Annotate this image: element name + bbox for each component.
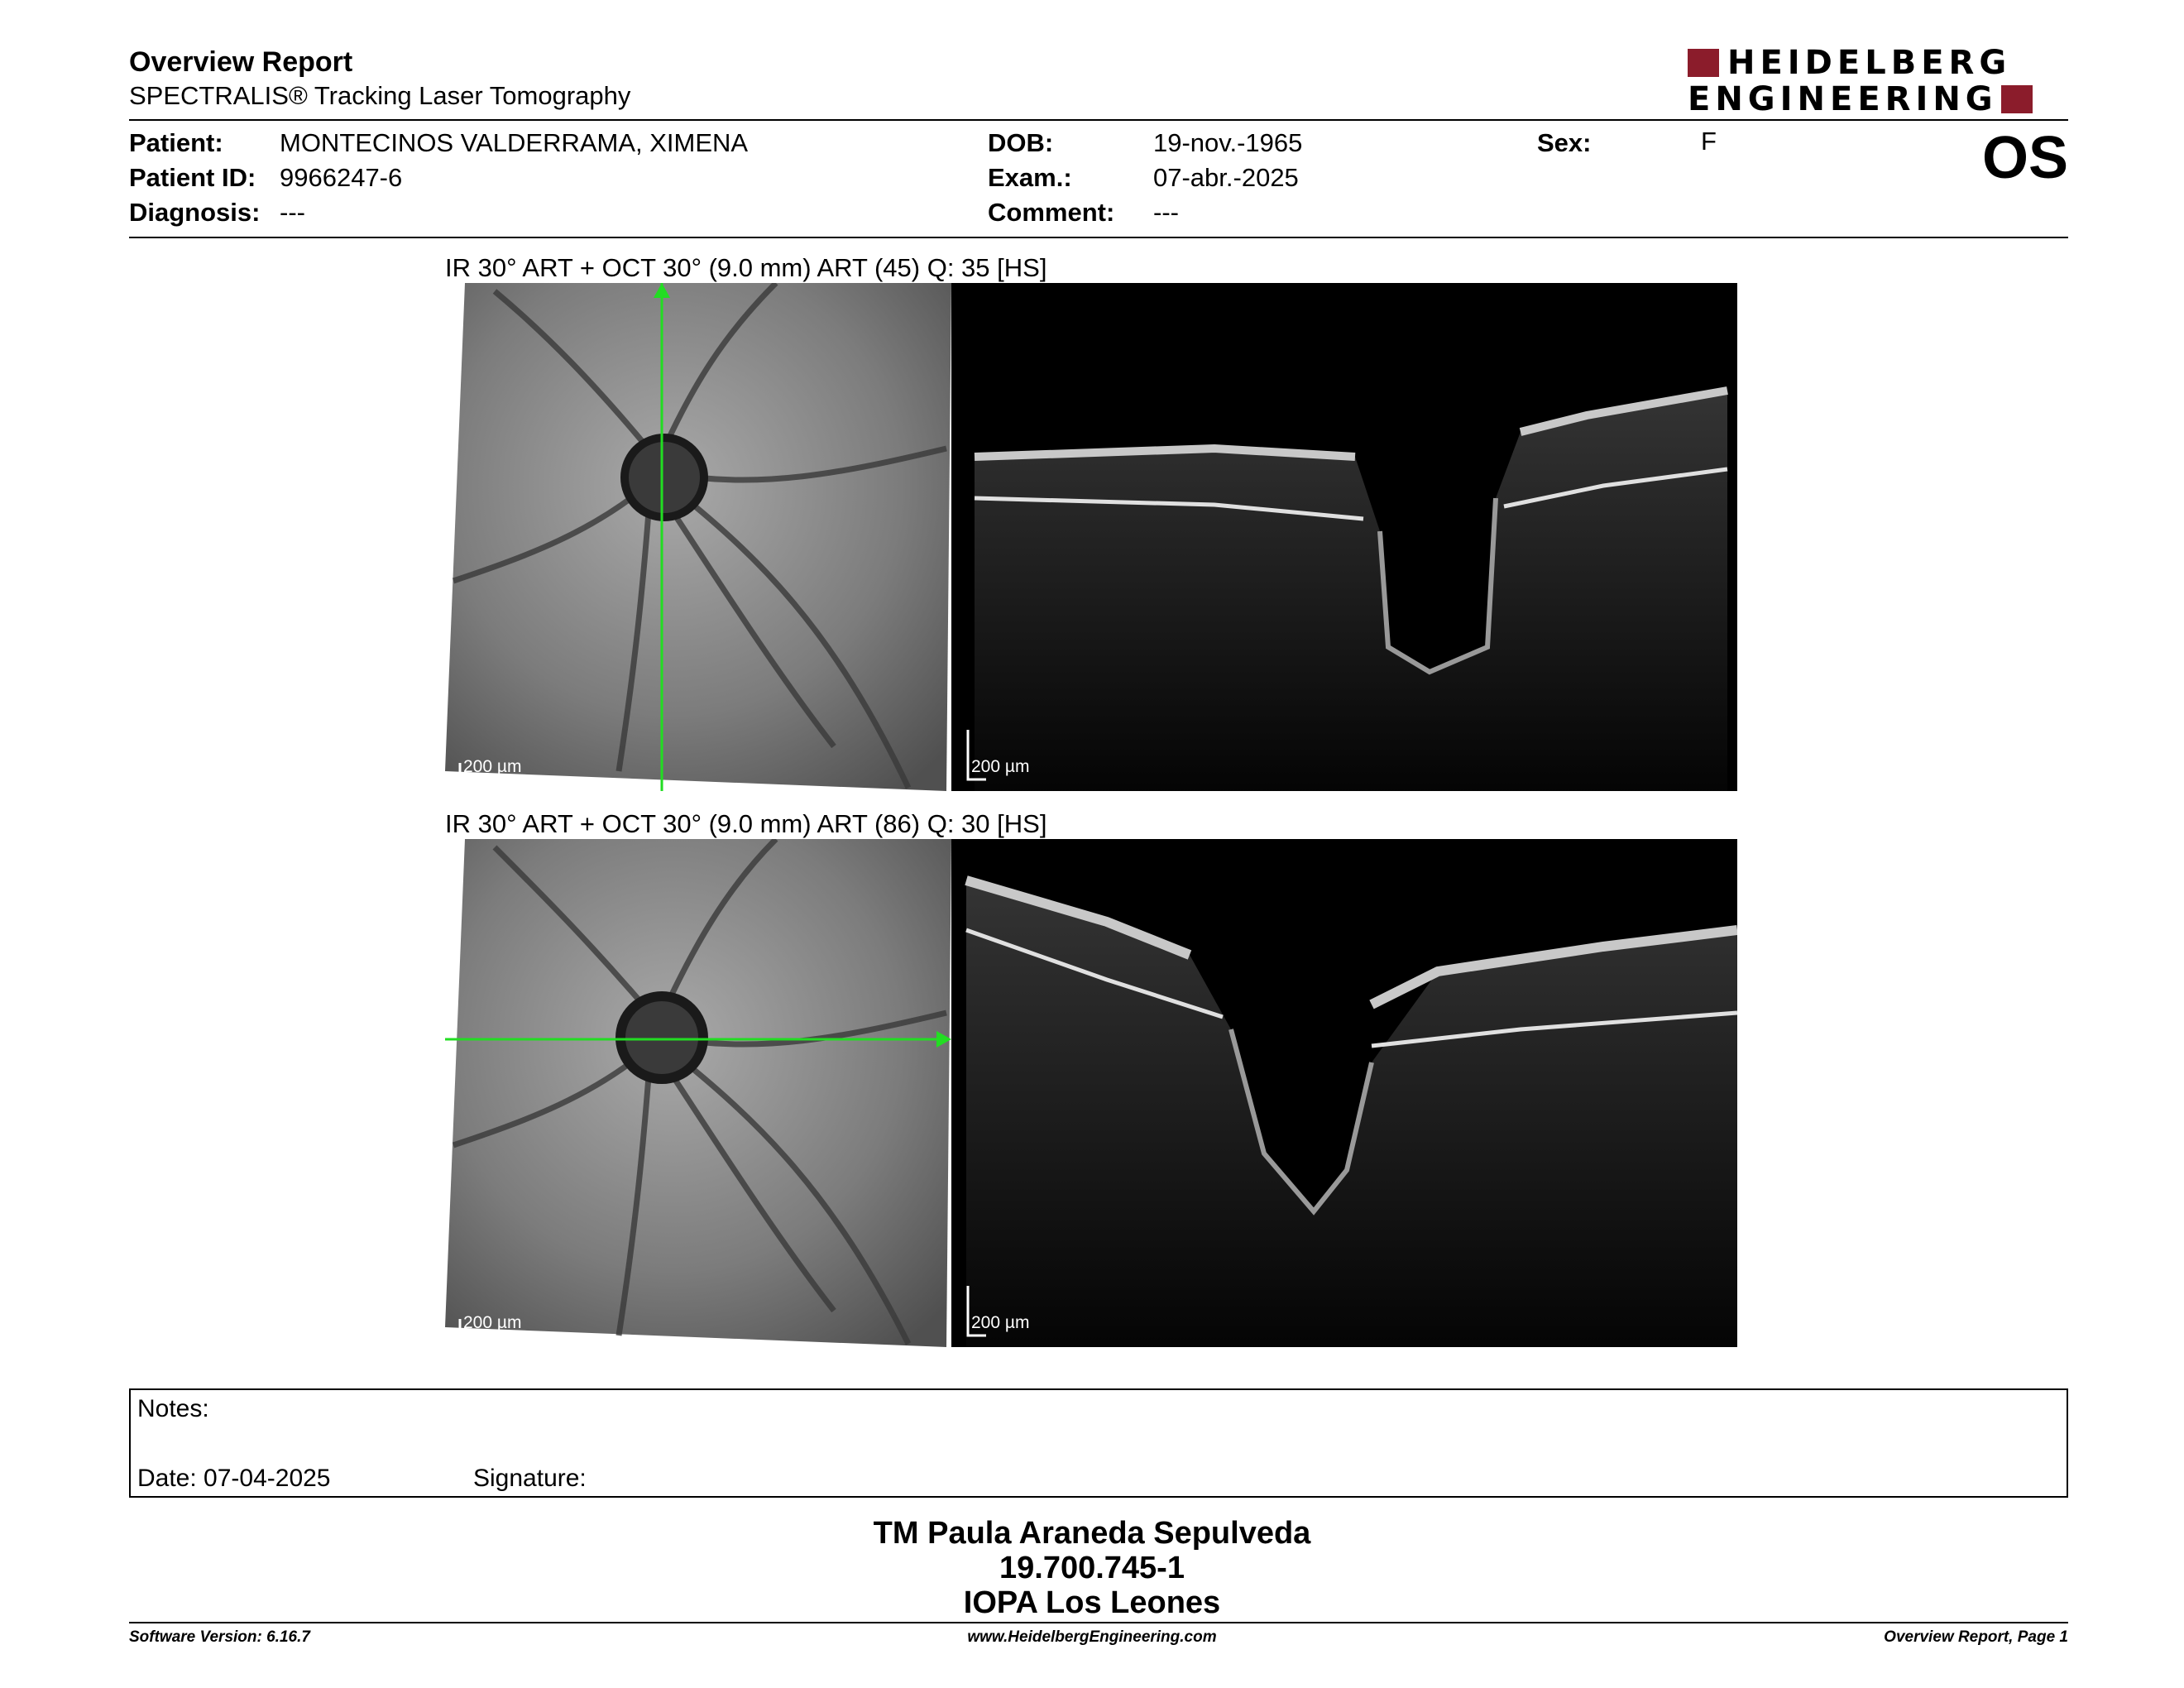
ir-fundus-image-1: [445, 283, 951, 791]
website-link: www.HeidelbergEngineering.com: [967, 1628, 1217, 1646]
notes-label: Notes:: [137, 1395, 209, 1422]
optic-disc-1: [625, 438, 704, 517]
signer-org: IOPA Los Leones: [963, 1585, 1221, 1620]
diagnosis-value: ---: [280, 198, 305, 227]
patient-label: Patient:: [129, 128, 223, 157]
logo-line1: HEIDELBERG: [1727, 44, 2012, 82]
sex-value: F: [1701, 127, 1717, 156]
optic-disc-2: [620, 996, 703, 1079]
header-divider: [129, 119, 2068, 121]
patient-id-value: 9966247-6: [280, 163, 403, 192]
footer-divider: [129, 1622, 2068, 1623]
diagnosis-label: Diagnosis:: [129, 198, 261, 227]
scan-1-images: [445, 283, 1737, 791]
ir-scale-text-2: 200 µm: [463, 1313, 522, 1332]
ir-fundus-image-2: [445, 839, 951, 1347]
scan-1-panel: [445, 283, 1737, 791]
dob-label: DOB:: [988, 128, 1054, 157]
logo-square-right: [2001, 85, 2033, 113]
patient-divider: [129, 237, 2068, 238]
comment-value: ---: [1153, 198, 1179, 227]
patient-id-label: Patient ID:: [129, 163, 256, 192]
oct-scale-text-2: 200 µm: [971, 1313, 1030, 1332]
exam-value: 07-abr.-2025: [1153, 163, 1299, 192]
patient-name: MONTECINOS VALDERRAMA, XIMENA: [280, 128, 749, 157]
software-version: Software Version: 6.16.7: [129, 1628, 310, 1646]
date-label: Date: 07-04-2025: [137, 1465, 331, 1492]
notes-box: [129, 1388, 2068, 1498]
oct-scale-text-1: 200 µm: [971, 757, 1030, 776]
signer-name: TM Paula Araneda Sepulveda: [873, 1516, 1311, 1551]
exam-label: Exam.:: [988, 163, 1072, 192]
sex-label: Sex:: [1537, 128, 1592, 157]
eye-indicator: OS: [1981, 125, 2068, 191]
report-subtitle: SPECTRALIS® Tracking Laser Tomography: [129, 81, 631, 110]
scan-2-panel: [445, 839, 1737, 1347]
heidelberg-logo: [1688, 45, 2068, 117]
scan-2-images: [445, 839, 1737, 1347]
ir-scale-text-1: 200 µm: [463, 757, 522, 776]
scan-1-title: IR 30° ART + OCT 30° (9.0 mm) ART (45) Q: 35 [HS]: [445, 253, 1047, 282]
comment-label: Comment:: [988, 198, 1115, 227]
report-title: Overview Report: [129, 46, 353, 78]
dob-value: 19-nov.-1965: [1153, 128, 1303, 157]
scan-2-title: IR 30° ART + OCT 30° (9.0 mm) ART (86) Q: 30 [HS]: [445, 809, 1047, 838]
signer-id: 19.700.745-1: [999, 1551, 1185, 1585]
logo-line2: ENGINEERING: [1688, 80, 1998, 118]
page-indicator: Overview Report, Page 1: [1884, 1628, 2068, 1646]
signature-label: Signature:: [473, 1465, 587, 1492]
logo-square-left: [1688, 49, 1719, 77]
